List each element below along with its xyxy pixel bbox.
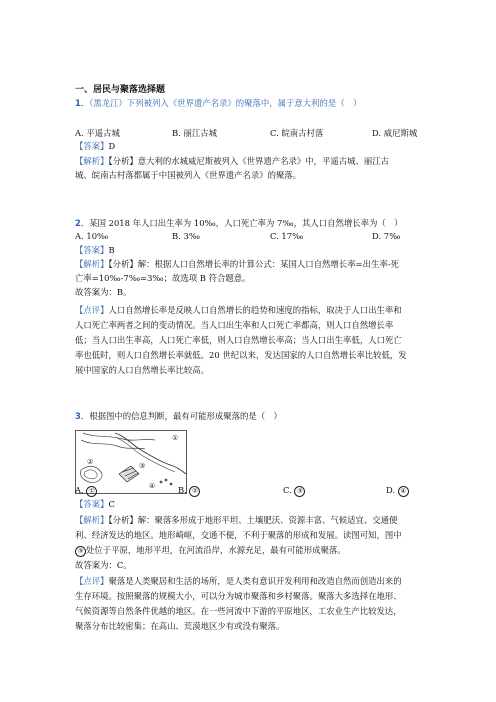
analysis-text: 【分析】解：聚落多形成于地形平坦、土壤肥沃、资源丰富、气候适宜、交通便	[108, 515, 398, 525]
q2-comment-line: 率也低时，则人口自然增长率就低。20 世纪以来，发达国家的人口自然增长率比较低，发	[75, 350, 407, 360]
q1-option-a: A. 平遥古城	[75, 128, 120, 138]
option-mark: ④	[398, 486, 409, 497]
question-stem: （黑龙江）下列被列入《世界遗产名录》的聚落中，属于意大利的是（ ）	[89, 98, 362, 108]
option-mark: ②	[189, 486, 200, 497]
analysis-tag: 【解析】	[75, 259, 109, 269]
answer-value: D	[108, 141, 116, 151]
map-label-2: ②	[87, 458, 94, 466]
q3-option-b	[178, 484, 200, 497]
q3-option-a	[75, 484, 97, 497]
question-3	[75, 410, 282, 422]
question-2	[75, 217, 403, 229]
option-mark: ①	[86, 486, 97, 497]
answer-tag: 【答案】	[75, 245, 109, 255]
q2-comment-line: 低；当人口出生率高，人口死亡率低，则人口自然增长率高；当人口出生率低，人口死亡	[75, 335, 402, 345]
answer-tag: 【答案】	[75, 499, 109, 509]
q2-comment-line	[75, 304, 402, 316]
map-label-1: ①	[172, 434, 179, 442]
question-1	[75, 97, 361, 109]
q1-analysis-line: 城、皖南古村落都属于中国被列入《世界遗产名录》的聚落。	[75, 170, 302, 180]
section-heading: 一、居民与聚落选择题	[75, 85, 166, 95]
comment-text: 聚落是人类聚居和生活的场所，是人类有意识开发利用和改造自然而创造出来的	[108, 576, 402, 586]
q1-option-b: B. 丽江古城	[172, 128, 217, 138]
q3-option-d	[386, 484, 409, 497]
question-number: 1．	[75, 98, 90, 108]
comment-tag: 【点评】	[75, 305, 109, 315]
answer-value: C	[108, 499, 115, 509]
q3-comment-line: 聚落分布比较密集；在高山、荒漠地区少有或没有聚落。	[75, 621, 285, 631]
q1-option-c: C. 皖南古村落	[270, 128, 324, 138]
answer-tag: 【答案】	[75, 141, 109, 151]
analysis-tag: 【解析】	[75, 156, 109, 166]
q2-option-d: D. 7‰	[372, 231, 401, 241]
option-prefix: C.	[283, 485, 295, 495]
q3-comment-line	[75, 575, 402, 587]
option-mark: ③	[294, 486, 305, 497]
analysis-tag: 【解析】	[75, 515, 109, 525]
analysis-text: 【分析】意大利的水城威尼斯被列入《世界遗产名录》中，平遥古城、丽江古	[108, 156, 390, 166]
question-number: 2．	[75, 218, 90, 228]
q3-comment-line: 生存环境。按照聚落的规模大小，可以分为城市聚落和乡村聚落。聚落大多选择在地形、	[75, 591, 402, 601]
q3-answer	[75, 498, 115, 510]
comment-tag: 【点评】	[75, 576, 109, 586]
q2-answer	[75, 244, 115, 256]
q2-comment-line: 展中国家的人口自然增长率比较高。	[75, 365, 209, 375]
q2-analysis-line	[75, 258, 399, 270]
question-stem: 根据图中的信息判断，最有可能形成聚落的是（ ）	[89, 411, 282, 421]
option-prefix: D.	[386, 485, 398, 495]
q2-option-b: B. 3‰	[172, 231, 201, 241]
q3-comment-line: 气候资源等自然条件优越的地区。在一些河流中下游的平原地区，工农业生产比较发达，	[75, 606, 402, 616]
option-prefix: B.	[178, 485, 190, 495]
q2-option-a: A. 10‰	[75, 231, 109, 241]
q2-analysis-line: 亡率=10‰-7‰=3‰；故选项 B 符合题意。	[75, 273, 251, 283]
analysis-text: 【分析】解：根据人口自然增长率的计算公式：某国人口自然增长率=出生率-死	[108, 259, 399, 269]
q2-analysis-line: 故答案为：B。	[75, 287, 132, 297]
q3-analysis-line	[75, 514, 397, 526]
answer-value: B	[108, 245, 115, 255]
q1-answer	[75, 140, 115, 152]
q3-analysis-line	[75, 544, 346, 557]
q1-analysis-line	[75, 155, 389, 167]
option-prefix: A.	[75, 485, 87, 495]
analysis-text: 处位于平原，地形平坦，在河流沿岸，水源充足，最有可能形成聚落。	[86, 545, 346, 555]
q3-conclusion: 故答案为：C。	[75, 560, 132, 570]
q1-option-d: D. 威尼斯城	[372, 128, 418, 138]
map-label-3: ③	[139, 462, 146, 470]
q2-option-c: C. 17‰	[270, 231, 304, 241]
comment-text: 人口自然增长率是反映人口自然增长的趋势和速度的指标，取决于人口出生率和	[108, 305, 402, 315]
question-stem: 某国 2018 年人口出生率为 10‰，人口死亡率为 7‰，其人口自然增长率为（ ）	[89, 218, 403, 228]
q3-option-c	[283, 484, 305, 497]
map-label-4: ④	[149, 482, 156, 490]
circled-mark: ③	[75, 546, 86, 557]
q3-analysis-line: 利、经济发达的地区。地形崎岖，交通不便，不利于聚落的形成和发展。读图可知，图中	[75, 530, 402, 540]
question-number: 3．	[75, 411, 90, 421]
q2-comment-line: 人口死亡率两者之间的变动情况。当人口出生率和人口死亡率都高，则人口自然增长率	[75, 320, 394, 330]
